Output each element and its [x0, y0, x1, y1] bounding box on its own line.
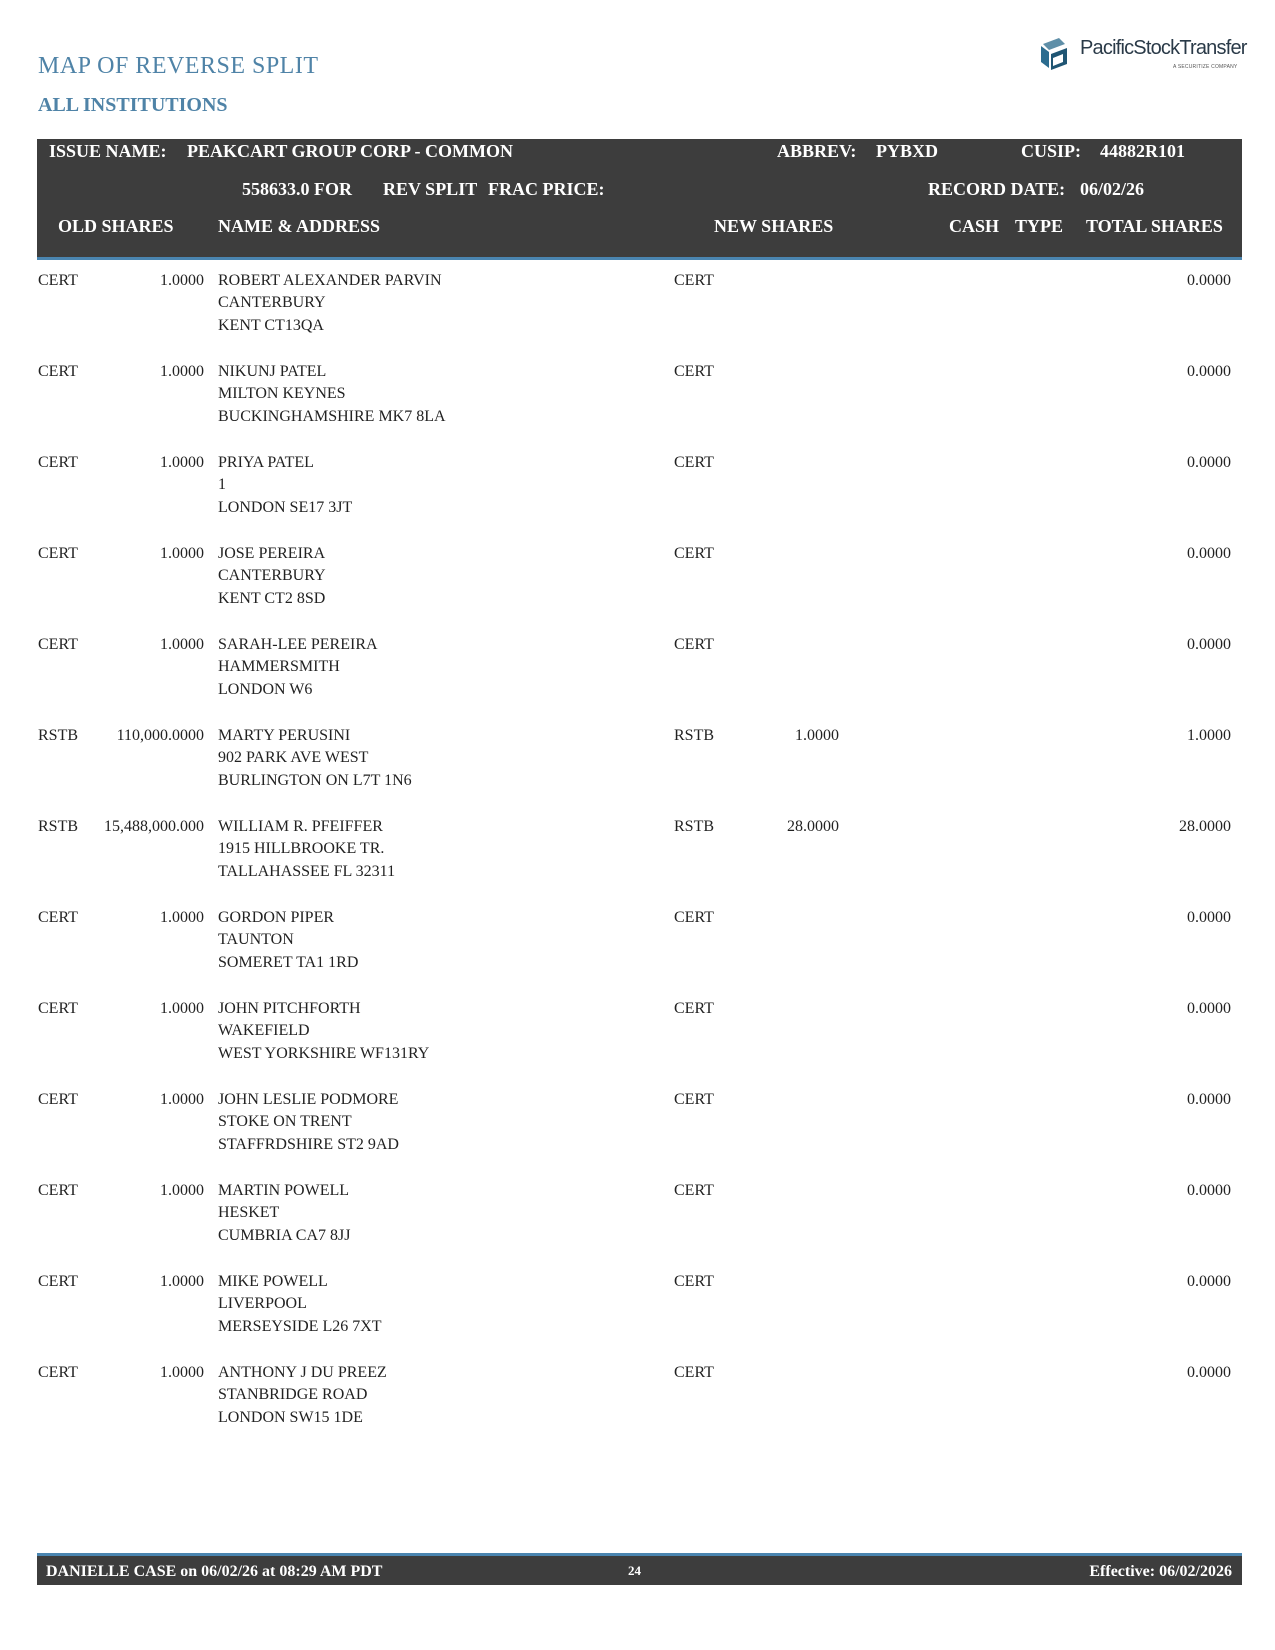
record-holding-type: CERT — [38, 1273, 78, 1290]
record-total-shares: 1.0000 — [1187, 727, 1231, 744]
record-holding-type: CERT — [38, 272, 78, 289]
record-date-label: RECORD DATE: — [928, 179, 1066, 199]
record-address-line-2: WEST YORKSHIRE WF131RY — [218, 1045, 430, 1062]
record-old-shares: 1.0000 — [160, 1182, 204, 1199]
record-holding-type: RSTB — [38, 818, 79, 835]
record-holding-type: CERT — [38, 1091, 78, 1108]
record-total-shares: 0.0000 — [1187, 545, 1231, 562]
record-holder-name: WILLIAM R. PFEIFFER — [218, 818, 383, 835]
logo-wordmark: PacificStockTransfer — [1080, 37, 1247, 59]
record-address-line-1: MILTON KEYNES — [218, 385, 346, 402]
record-holder-name: ANTHONY J DU PREEZ — [218, 1364, 387, 1381]
record-address-line-1: HESKET — [218, 1204, 280, 1221]
record-holder-name: JOSE PEREIRA — [218, 545, 326, 562]
record-old-shares: 1.0000 — [160, 1273, 204, 1290]
record-address-line-1: HAMMERSMITH — [218, 658, 340, 675]
record-holder-name: ROBERT ALEXANDER PARVIN — [218, 272, 442, 289]
record-address-line-1: WAKEFIELD — [218, 1022, 310, 1039]
record-date-value: 06/02/26 — [1080, 179, 1145, 199]
record-holding-type: CERT — [38, 545, 78, 562]
record-holding-type: RSTB — [38, 727, 79, 744]
record-old-shares: 1.0000 — [160, 1091, 204, 1108]
record-old-shares: 1.0000 — [160, 909, 204, 926]
col-new-shares: NEW SHARES — [714, 216, 834, 236]
record-address-line-2: BURLINGTON ON L7T 1N6 — [218, 772, 412, 789]
record-new-holding-type: CERT — [674, 1091, 714, 1108]
record-holder-name: NIKUNJ PATEL — [218, 363, 327, 380]
record-address-line-2: TALLAHASSEE FL 32311 — [218, 863, 396, 880]
record-total-shares: 0.0000 — [1187, 1364, 1231, 1381]
record-address-line-1: CANTERBURY — [218, 567, 326, 584]
record-address-line-1: 1915 HILLBROOKE TR. — [218, 840, 385, 857]
record-old-shares: 1.0000 — [160, 1000, 204, 1017]
record-holder-name: JOHN PITCHFORTH — [218, 1000, 361, 1017]
report-header-band — [37, 139, 1242, 260]
record-new-shares: 28.0000 — [787, 818, 839, 835]
record-total-shares: 0.0000 — [1187, 1273, 1231, 1290]
col-total-shares: TOTAL SHARES — [1086, 216, 1223, 236]
record-new-holding-type: CERT — [674, 1364, 714, 1381]
record-new-holding-type: CERT — [674, 454, 714, 471]
record-old-shares: 110,000.0000 — [116, 727, 204, 744]
record-total-shares: 0.0000 — [1187, 909, 1231, 926]
record-old-shares: 1.0000 — [160, 636, 204, 653]
list-item — [0, 1091, 1275, 1181]
record-address-line-2: BUCKINGHAMSHIRE MK7 8LA — [218, 408, 446, 425]
record-new-holding-type: RSTB — [674, 727, 715, 744]
list-item — [0, 1364, 1275, 1454]
record-holder-name: JOHN LESLIE PODMORE — [218, 1091, 399, 1108]
record-holder-name: MARTY PERUSINI — [218, 727, 351, 744]
record-total-shares: 0.0000 — [1187, 363, 1231, 380]
logo-mark-icon — [1035, 34, 1077, 72]
record-total-shares: 0.0000 — [1187, 636, 1231, 653]
list-item — [0, 363, 1275, 453]
record-total-shares: 0.0000 — [1187, 1000, 1231, 1017]
record-address-line-2: LONDON W6 — [218, 681, 313, 698]
list-item — [0, 454, 1275, 544]
cusip-value: 44882R101 — [1100, 141, 1185, 161]
record-new-holding-type: CERT — [674, 545, 714, 562]
record-total-shares: 0.0000 — [1187, 1091, 1231, 1108]
record-holding-type: CERT — [38, 909, 78, 926]
footer-effective-date: Effective: 06/02/2026 — [1089, 1563, 1232, 1580]
record-holding-type: CERT — [38, 636, 78, 653]
record-new-shares: 1.0000 — [795, 727, 839, 744]
cusip-label: CUSIP: — [1021, 141, 1082, 161]
record-old-shares: 1.0000 — [160, 454, 204, 471]
col-name-address: NAME & ADDRESS — [218, 216, 381, 236]
record-holder-name: PRIYA PATEL — [218, 454, 314, 471]
frac-price-label: FRAC PRICE: — [488, 179, 605, 199]
record-address-line-1: STANBRIDGE ROAD — [218, 1386, 368, 1403]
record-new-holding-type: CERT — [674, 636, 714, 653]
record-address-line-2: KENT CT13QA — [218, 317, 324, 334]
record-total-shares: 0.0000 — [1187, 454, 1231, 471]
record-address-line-2: KENT CT2 8SD — [218, 590, 326, 607]
record-address-line-2: MERSEYSIDE L26 7XT — [218, 1318, 382, 1335]
record-holding-type: CERT — [38, 454, 78, 471]
record-address-line-1: STOKE ON TRENT — [218, 1113, 352, 1130]
record-address-line-1: 902 PARK AVE WEST — [218, 749, 369, 766]
record-holding-type: CERT — [38, 1000, 78, 1017]
issue-name-label: ISSUE NAME: — [49, 141, 167, 161]
list-item — [0, 545, 1275, 635]
record-total-shares: 0.0000 — [1187, 1182, 1231, 1199]
list-item — [0, 636, 1275, 726]
record-new-holding-type: CERT — [674, 272, 714, 289]
list-item — [0, 909, 1275, 999]
record-new-holding-type: CERT — [674, 909, 714, 926]
record-total-shares: 0.0000 — [1187, 272, 1231, 289]
list-item — [0, 272, 1275, 362]
record-address-line-1: 1 — [218, 476, 226, 493]
record-address-line-2: CUMBRIA CA7 8JJ — [218, 1227, 351, 1244]
logo-tagline: A SECURITIZE COMPANY — [1173, 64, 1238, 70]
record-address-line-2: LONDON SW15 1DE — [218, 1409, 363, 1426]
record-new-holding-type: CERT — [674, 1182, 714, 1199]
record-holder-name: MARTIN POWELL — [218, 1182, 350, 1199]
col-cash: CASH — [949, 216, 1000, 236]
record-address-line-2: SOMERET TA1 1RD — [218, 954, 359, 971]
list-item — [0, 1000, 1275, 1090]
abbrev-label: ABBREV: — [777, 141, 857, 161]
record-holder-name: SARAH-LEE PEREIRA — [218, 636, 378, 653]
record-holder-name: GORDON PIPER — [218, 909, 335, 926]
record-holding-type: CERT — [38, 363, 78, 380]
list-item — [0, 818, 1275, 908]
split-ratio: 558633.0 FOR — [242, 179, 352, 199]
record-address-line-2: LONDON SE17 3JT — [218, 499, 353, 516]
record-old-shares: 15,488,000.000 — [104, 818, 204, 835]
record-address-line-2: STAFFRDSHIRE ST2 9AD — [218, 1136, 399, 1153]
list-item — [0, 1182, 1275, 1272]
report-footer — [37, 1553, 1242, 1585]
record-holder-name: MIKE POWELL — [218, 1273, 328, 1290]
footer-user-stamp: DANIELLE CASE on 06/02/26 at 08:29 AM PDT — [46, 1563, 383, 1580]
record-address-line-1: CANTERBURY — [218, 294, 326, 311]
record-holding-type: CERT — [38, 1182, 78, 1199]
issue-name: PEAKCART GROUP CORP - COMMON — [187, 141, 514, 161]
record-new-holding-type: CERT — [674, 1273, 714, 1290]
record-address-line-1: TAUNTON — [218, 931, 294, 948]
record-total-shares: 28.0000 — [1179, 818, 1231, 835]
record-old-shares: 1.0000 — [160, 1364, 204, 1381]
record-new-holding-type: RSTB — [674, 818, 715, 835]
report-subtitle: ALL INSTITUTIONS — [38, 94, 228, 116]
report-title: MAP OF REVERSE SPLIT — [38, 53, 319, 79]
rev-split-label: REV SPLIT — [383, 179, 478, 199]
record-new-holding-type: CERT — [674, 1000, 714, 1017]
list-item — [0, 727, 1275, 817]
record-address-line-1: LIVERPOOL — [218, 1295, 307, 1312]
page-number: 24 — [628, 1563, 641, 1578]
col-type: TYPE — [1015, 216, 1064, 236]
record-holding-type: CERT — [38, 1364, 78, 1381]
list-item — [0, 1273, 1275, 1363]
abbrev-value: PYBXD — [876, 141, 938, 161]
company-logo — [1035, 32, 1245, 77]
record-old-shares: 1.0000 — [160, 272, 204, 289]
record-old-shares: 1.0000 — [160, 363, 204, 380]
record-new-holding-type: CERT — [674, 363, 714, 380]
record-old-shares: 1.0000 — [160, 545, 204, 562]
col-old-shares: OLD SHARES — [58, 216, 174, 236]
